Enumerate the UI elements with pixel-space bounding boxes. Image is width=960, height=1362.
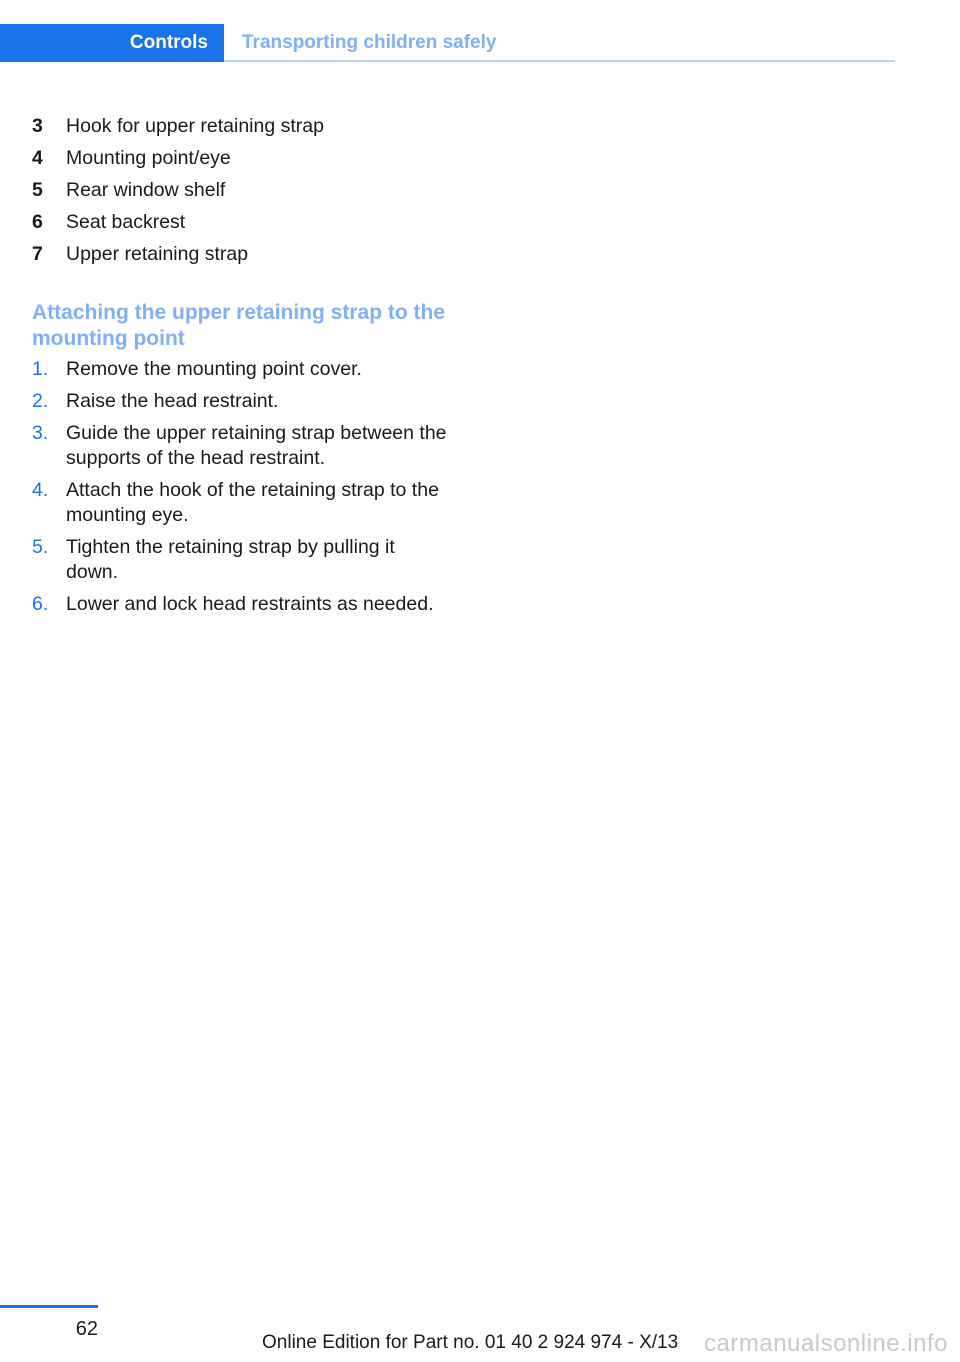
- step-number: 3.: [32, 422, 49, 444]
- step-number: 1.: [32, 358, 49, 380]
- header-bar: [0, 24, 895, 62]
- section-tab-controls[interactable]: Controls: [0, 24, 224, 62]
- watermark: carmanualsonline.info: [704, 1330, 948, 1357]
- legend-text: Upper retaining strap: [66, 242, 249, 265]
- step-item: [32, 592, 452, 617]
- step-number: 5.: [32, 536, 49, 558]
- page-number: 62: [75, 1318, 98, 1340]
- step-item: [32, 535, 452, 585]
- legend-item: [32, 142, 452, 174]
- edition-note: Online Edition for Part no. 01 40 2 924 974 - X/13: [262, 1332, 679, 1353]
- legend-number: 3: [32, 114, 43, 137]
- legend-text: Rear window shelf: [66, 178, 226, 201]
- step-number: 2.: [32, 390, 49, 412]
- section-heading: Attaching the upper retaining strap to the mounting point: [32, 301, 446, 350]
- legend-text: Mounting point/eye: [66, 146, 231, 169]
- step-number: 4.: [32, 479, 49, 501]
- legend-item: [32, 110, 452, 142]
- legend-item: [32, 206, 452, 238]
- legend-item: [32, 174, 452, 206]
- step-text: Raise the head restraint.: [66, 390, 279, 412]
- legend-list: [32, 110, 452, 270]
- legend-item: [32, 238, 452, 270]
- steps-list: [32, 357, 452, 624]
- step-text: Attach the hook of the retaining strap to the mounting eye.: [66, 479, 439, 526]
- legend-number: 5: [32, 178, 43, 201]
- legend-number: 6: [32, 210, 43, 233]
- step-item: [32, 421, 452, 471]
- footer-rule: [0, 1305, 98, 1308]
- step-item: [32, 357, 452, 382]
- step-text: Guide the upper retaining strap between the supports of the head restraint.: [66, 422, 447, 469]
- step-text: Lower and lock head restraints as needed.: [66, 593, 434, 615]
- step-number: 6.: [32, 593, 49, 615]
- legend-number: 4: [32, 146, 43, 169]
- header-rule: [224, 60, 895, 62]
- step-item: [32, 389, 452, 414]
- section-tab-transporting-children[interactable]: Transporting children safely: [242, 32, 497, 53]
- legend-number: 7: [32, 242, 43, 265]
- step-text: Remove the mounting point cover.: [66, 358, 362, 380]
- legend-text: Hook for upper retaining strap: [66, 114, 324, 137]
- step-item: [32, 478, 452, 528]
- legend-text: Seat backrest: [66, 210, 186, 233]
- step-text: Tighten the retaining strap by pulling it down.: [66, 536, 395, 583]
